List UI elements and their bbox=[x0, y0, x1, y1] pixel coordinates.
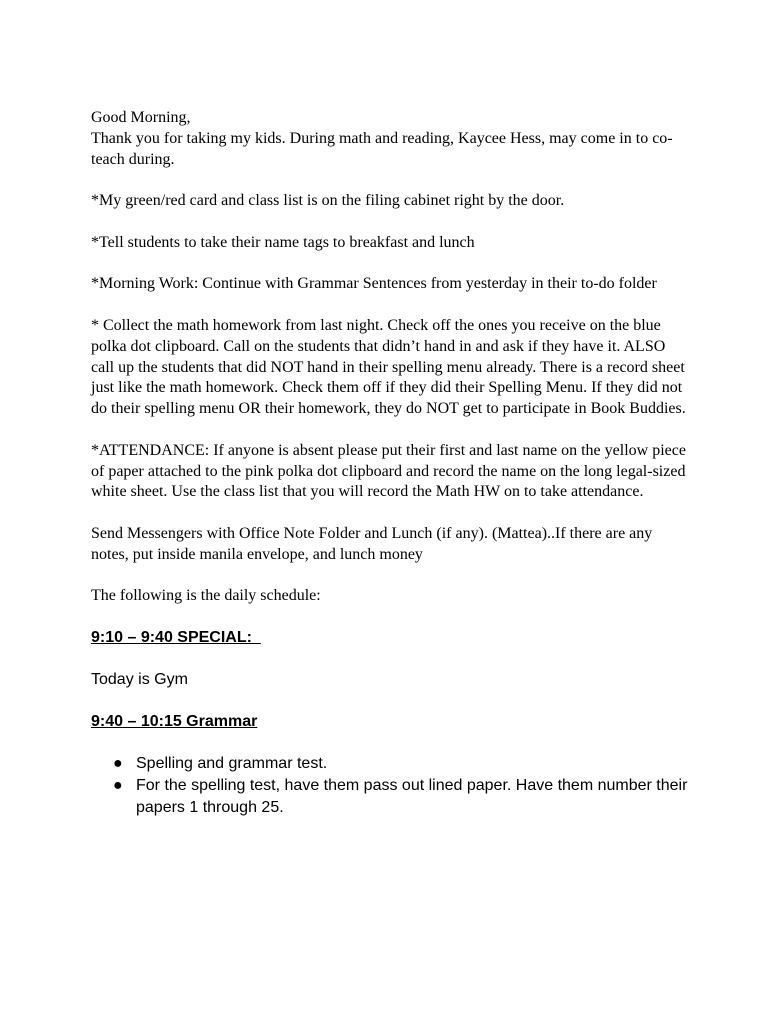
card-note-paragraph: *My green/red card and class list is on the filing cabinet right by the door. bbox=[91, 192, 565, 210]
bullet-icon: ● bbox=[113, 755, 123, 773]
homework-paragraph: * Collect the math homework from last night. Check off the ones you receive on the blue polka dot clipboard. Call on the students that didn’t hand in and ask if they have it. ALSO call up the students that did NOT hand in their spelling menu already. There is a record sheet just like the math homework. Check them off if they did their Spelling Menu. If they did not do their spelling menu OR their homework, they do NOT get to participate in Book Buddies. bbox=[91, 316, 686, 418]
greeting: Good Morning, bbox=[91, 109, 191, 126]
name-tags-paragraph: *Tell students to take their name tags to breakfast and lunch bbox=[91, 233, 475, 251]
document-page bbox=[91, 108, 691, 819]
morning-work-paragraph: *Morning Work: Continue with Grammar Sentences from yesterday in their to-do folder bbox=[91, 275, 657, 293]
schedule-heading-grammar: 9:40 – 10:15 Grammar bbox=[91, 713, 258, 731]
schedule-special-body: Today is Gym bbox=[91, 671, 188, 689]
list-item bbox=[91, 753, 691, 775]
bullet-icon: ● bbox=[113, 777, 123, 795]
grammar-bullet-list bbox=[91, 753, 691, 819]
schedule-heading-special: 9:10 – 9:40 SPECIAL: bbox=[91, 629, 261, 647]
list-item bbox=[91, 775, 691, 819]
attendance-paragraph: *ATTENDANCE: If anyone is absent please put their first and last name on the yellow piece of paper attached to the pink polka dot clipboard and record the name on the long legal-sized white sheet. Use the class list that you will record the Math HW on to take attendance. bbox=[91, 441, 686, 501]
schedule-intro: The following is the daily schedule: bbox=[91, 587, 321, 605]
schedule-section bbox=[91, 627, 691, 819]
intro-paragraph: Thank you for taking my kids. During math and reading, Kaycee Hess, may come in to co-teach during. bbox=[91, 129, 673, 168]
letter-body bbox=[91, 108, 691, 607]
list-item-text: For the spelling test, have them pass out lined paper. Have them number their papers 1 through 25. bbox=[136, 777, 688, 817]
list-item-text: Spelling and grammar test. bbox=[136, 755, 328, 773]
messengers-paragraph: Send Messengers with Office Note Folder and Lunch (if any). (Mattea)..If there are any notes, put inside manila envelope, and lunch money bbox=[91, 524, 653, 563]
